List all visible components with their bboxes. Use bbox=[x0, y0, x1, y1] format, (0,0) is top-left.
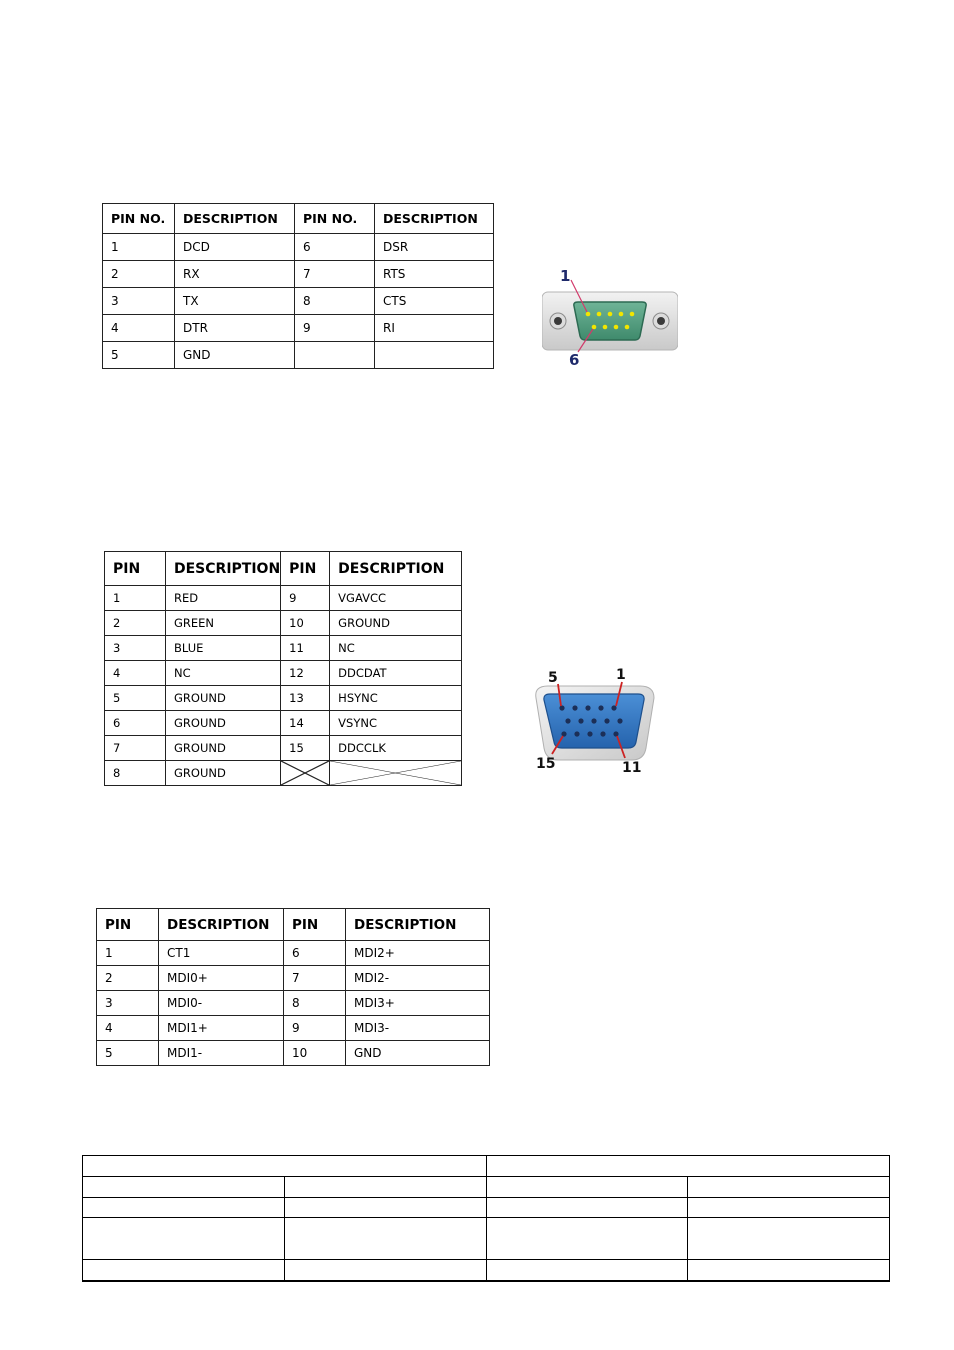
pin-cell: 2 bbox=[105, 611, 166, 636]
header-description-2: DESCRIPTION bbox=[346, 909, 490, 941]
vga-pinout-table bbox=[104, 551, 462, 786]
table-row bbox=[105, 736, 462, 761]
pin-cell: 5 bbox=[103, 342, 175, 369]
pin-cell: 2 bbox=[97, 966, 159, 991]
pin-cell: 5 bbox=[97, 1041, 159, 1066]
description-cell: DCD bbox=[175, 234, 295, 261]
header-description-1: DESCRIPTION bbox=[166, 552, 281, 586]
footer-cell bbox=[83, 1218, 285, 1260]
description-cell: GND bbox=[346, 1041, 490, 1066]
table-row bbox=[105, 586, 462, 611]
description-cell: NC bbox=[330, 636, 462, 661]
pin-cell: 8 bbox=[105, 761, 166, 786]
table-row bbox=[97, 966, 490, 991]
pin-cell: 4 bbox=[105, 661, 166, 686]
header-pin-no-1: PIN NO. bbox=[103, 204, 175, 234]
pin-cell: 12 bbox=[281, 661, 330, 686]
pin-cell: 3 bbox=[105, 636, 166, 661]
db9-serial-connector-icon bbox=[542, 266, 678, 370]
pin-cell: 4 bbox=[103, 315, 175, 342]
footer-grid-row bbox=[83, 1260, 890, 1281]
pin-cell: 9 bbox=[281, 586, 330, 611]
description-cell: DTR bbox=[175, 315, 295, 342]
description-cell: GROUND bbox=[166, 761, 281, 786]
db15-vga-connector-icon bbox=[528, 664, 664, 776]
table-header-row bbox=[97, 909, 490, 941]
description-cell: RI bbox=[375, 315, 494, 342]
pin-cell: 1 bbox=[103, 234, 175, 261]
description-cell: MDI1- bbox=[159, 1041, 284, 1066]
pin-cell: 3 bbox=[97, 991, 159, 1016]
pin-cell: 10 bbox=[284, 1041, 346, 1066]
header-description-1: DESCRIPTION bbox=[175, 204, 295, 234]
header-pin-1: PIN bbox=[105, 552, 166, 586]
pin-cell: 15 bbox=[281, 736, 330, 761]
header-description-2: DESCRIPTION bbox=[375, 204, 494, 234]
description-cell: RX bbox=[175, 261, 295, 288]
table-row bbox=[105, 686, 462, 711]
description-cell: GND bbox=[175, 342, 295, 369]
description-cell: MDI2- bbox=[346, 966, 490, 991]
crossed-out-cell bbox=[330, 761, 462, 786]
header-description-2: DESCRIPTION bbox=[330, 552, 462, 586]
pin-cell: 1 bbox=[97, 941, 159, 966]
cross-mark-icon bbox=[330, 761, 461, 785]
pin-cell: 8 bbox=[284, 991, 346, 1016]
pin-cell: 8 bbox=[295, 288, 375, 315]
table-row bbox=[97, 941, 490, 966]
footer-cell bbox=[83, 1156, 487, 1177]
footer-cell bbox=[486, 1260, 688, 1281]
table-row bbox=[103, 315, 494, 342]
description-cell: DSR bbox=[375, 234, 494, 261]
description-cell: BLUE bbox=[166, 636, 281, 661]
pin-cell: 7 bbox=[105, 736, 166, 761]
footer-grid-row bbox=[83, 1198, 890, 1218]
pin-cell: 13 bbox=[281, 686, 330, 711]
description-cell: MDI0+ bbox=[159, 966, 284, 991]
header-pin-no-2: PIN NO. bbox=[295, 204, 375, 234]
table-row bbox=[97, 1041, 490, 1066]
description-cell: CTS bbox=[375, 288, 494, 315]
table-row bbox=[97, 991, 490, 1016]
description-cell: RED bbox=[166, 586, 281, 611]
pin-cell: 1 bbox=[105, 586, 166, 611]
vga-pin-1-label: 1 bbox=[616, 667, 626, 683]
table-row bbox=[103, 234, 494, 261]
description-cell bbox=[375, 342, 494, 369]
description-cell: MDI0- bbox=[159, 991, 284, 1016]
pin-cell: 10 bbox=[281, 611, 330, 636]
pin-cell: 3 bbox=[103, 288, 175, 315]
db9-pin-6-label: 6 bbox=[569, 351, 580, 369]
footer-cell bbox=[688, 1218, 890, 1260]
table-row bbox=[105, 761, 462, 786]
footer-cell bbox=[83, 1198, 285, 1218]
footer-cell bbox=[284, 1218, 486, 1260]
description-cell: VGAVCC bbox=[330, 586, 462, 611]
header-pin-1: PIN bbox=[97, 909, 159, 941]
footer-cell bbox=[83, 1177, 285, 1198]
description-cell: MDI3- bbox=[346, 1016, 490, 1041]
table-header-row bbox=[105, 552, 462, 586]
pin-cell: 11 bbox=[281, 636, 330, 661]
table-row bbox=[105, 611, 462, 636]
footer-cell bbox=[284, 1177, 486, 1198]
header-pin-2: PIN bbox=[284, 909, 346, 941]
description-cell: HSYNC bbox=[330, 686, 462, 711]
table-row bbox=[97, 1016, 490, 1041]
table-row bbox=[103, 261, 494, 288]
cross-mark-icon bbox=[281, 761, 329, 785]
footer-cell bbox=[688, 1260, 890, 1281]
pin-cell: 6 bbox=[295, 234, 375, 261]
footer-cell bbox=[83, 1260, 285, 1281]
pin-cell: 6 bbox=[284, 941, 346, 966]
footer-cell bbox=[688, 1177, 890, 1198]
footer-cell bbox=[284, 1260, 486, 1281]
description-cell: GREEN bbox=[166, 611, 281, 636]
header-description-1: DESCRIPTION bbox=[159, 909, 284, 941]
pin-cell: 9 bbox=[284, 1016, 346, 1041]
footer-rule bbox=[82, 1281, 890, 1282]
description-cell: GROUND bbox=[166, 686, 281, 711]
footer-cell bbox=[486, 1218, 688, 1260]
footer-cell bbox=[486, 1198, 688, 1218]
pin-cell: 5 bbox=[105, 686, 166, 711]
pin-cell: 14 bbox=[281, 711, 330, 736]
description-cell: CT1 bbox=[159, 941, 284, 966]
footer-cell bbox=[688, 1198, 890, 1218]
description-cell: DDCCLK bbox=[330, 736, 462, 761]
description-cell: RTS bbox=[375, 261, 494, 288]
db9-pin-1-label: 1 bbox=[560, 267, 571, 285]
table-row bbox=[105, 661, 462, 686]
description-cell: MDI2+ bbox=[346, 941, 490, 966]
footer-cell bbox=[284, 1198, 486, 1218]
description-cell: VSYNC bbox=[330, 711, 462, 736]
table-row bbox=[105, 711, 462, 736]
pin-cell: 6 bbox=[105, 711, 166, 736]
com-pinout-table bbox=[102, 203, 494, 369]
pin-cell: 4 bbox=[97, 1016, 159, 1041]
description-cell: NC bbox=[166, 661, 281, 686]
footer-grid-row bbox=[83, 1156, 890, 1177]
pin-cell: 9 bbox=[295, 315, 375, 342]
pin-cell bbox=[295, 342, 375, 369]
description-cell: GROUND bbox=[330, 611, 462, 636]
crossed-out-cell bbox=[281, 761, 330, 786]
pin-cell: 2 bbox=[103, 261, 175, 288]
description-cell: GROUND bbox=[166, 736, 281, 761]
table-row bbox=[103, 342, 494, 369]
pin-cell: 7 bbox=[284, 966, 346, 991]
table-row bbox=[103, 288, 494, 315]
footer-cell bbox=[486, 1156, 890, 1177]
document-footer-grid bbox=[82, 1155, 890, 1281]
pin-cell: 7 bbox=[295, 261, 375, 288]
table-header-row bbox=[103, 204, 494, 234]
footer-grid-row bbox=[83, 1177, 890, 1198]
vga-pin-5-label: 5 bbox=[548, 670, 558, 686]
description-cell: GROUND bbox=[166, 711, 281, 736]
vga-pin-11-label: 11 bbox=[622, 760, 642, 776]
vga-pin-15-label: 15 bbox=[536, 756, 556, 772]
description-cell: TX bbox=[175, 288, 295, 315]
footer-grid-row bbox=[83, 1218, 890, 1260]
description-cell: DDCDAT bbox=[330, 661, 462, 686]
description-cell: MDI3+ bbox=[346, 991, 490, 1016]
description-cell: MDI1+ bbox=[159, 1016, 284, 1041]
footer-cell bbox=[486, 1177, 688, 1198]
lan-pinout-table bbox=[96, 908, 490, 1066]
header-pin-2: PIN bbox=[281, 552, 330, 586]
table-row bbox=[105, 636, 462, 661]
